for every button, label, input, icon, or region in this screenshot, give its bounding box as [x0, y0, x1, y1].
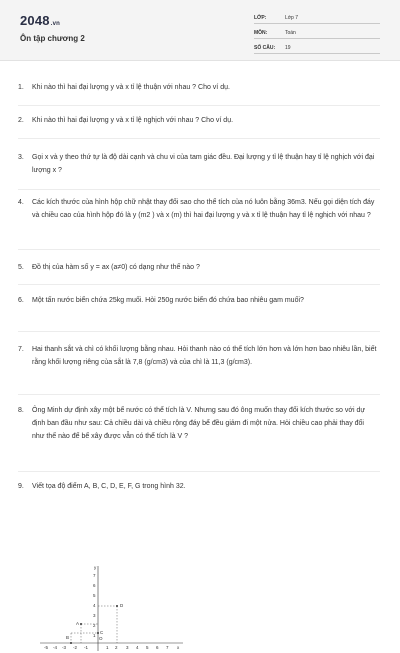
- y-tick-label: 1: [93, 633, 96, 638]
- x-tick-label: 1: [106, 645, 109, 650]
- question-item: [18, 261, 378, 274]
- question-text: Viết tọa độ điểm A, B, C, D, E, F, G trong hình 32.: [32, 483, 186, 490]
- point-label: C: [100, 630, 104, 635]
- question-number: 5.: [18, 264, 24, 271]
- question-item: [18, 151, 378, 177]
- meta-key: SỐ CÂU:: [254, 45, 276, 51]
- meta-row-count: [254, 43, 380, 54]
- logo-suffix: .vn: [50, 21, 61, 27]
- divider: [18, 249, 380, 250]
- question-text: Khi nào thì hai đại lượng y và x tỉ lệ nghịch với nhau ? Cho ví dụ.: [32, 117, 234, 124]
- divider: [18, 331, 380, 332]
- x-tick-label: -4: [53, 645, 58, 650]
- y-tick-label: 4: [93, 603, 96, 608]
- divider: [18, 471, 380, 472]
- question-text: Hai thanh sắt và chì có khối lượng bằng nhau. Hỏi thanh nào có thể tích lớn hơn và lớn hơn bao nhiêu lần, biết rằng khối lượng riêng của sắt là 7,8 (g/cm3) và của chì là 11,3 (g/cm3).: [32, 346, 377, 366]
- divider: [18, 138, 380, 139]
- question-number: 2.: [18, 117, 24, 124]
- question-number: 9.: [18, 483, 24, 490]
- question-item: [18, 404, 378, 443]
- coordinate-figure: [35, 563, 185, 653]
- meta-value: 19: [285, 45, 291, 51]
- meta-row-subject: [254, 28, 380, 39]
- question-text: Các kích thước của hình hộp chữ nhật thay đổi sao cho thể tích của nó luôn bằng 36m3. Nếu gọi diện tích đáy và chiều cao của hình hộp đó là y (m2 ) và x (m) thì hai đại lượng y và x tỉ lệ thuận hay tỉ lệ nghịch với nhau ?: [32, 199, 375, 219]
- x-tick-label: 6: [156, 645, 159, 650]
- x-tick-label: -3: [62, 645, 67, 650]
- question-item: [18, 294, 378, 307]
- site-logo[interactable]: [20, 13, 60, 28]
- y-tick-label: 2: [93, 623, 96, 628]
- point-c: [97, 632, 99, 634]
- question-item: [18, 196, 378, 222]
- y-tick-label: 7: [93, 573, 96, 578]
- divider: [18, 394, 380, 395]
- question-text: Khi nào thì hai đại lượng y và x tỉ lệ thuận với nhau ? Cho ví dụ.: [32, 84, 230, 91]
- question-item: [18, 343, 378, 369]
- question-item: [18, 480, 378, 493]
- question-number: 6.: [18, 297, 24, 304]
- x-tick-label: 5: [146, 645, 149, 650]
- meta-row-class: [254, 13, 380, 24]
- y-tick-label: 3: [93, 613, 96, 618]
- x-tick-label: -1: [84, 645, 89, 650]
- divider: [18, 284, 380, 285]
- question-item: [18, 81, 378, 94]
- origin-label: O: [99, 636, 103, 641]
- x-tick-label: 2: [115, 645, 118, 650]
- meta-key: MÔN:: [254, 30, 268, 36]
- point-label: D: [120, 603, 124, 608]
- question-item: [18, 114, 378, 127]
- y-tick-label: 6: [93, 583, 96, 588]
- x-tick-label: x: [177, 645, 180, 650]
- logo-text: 2048: [20, 13, 50, 28]
- question-text: Một tấn nước biển chứa 25kg muối. Hỏi 250g nước biển đó chứa bao nhiêu gam muối?: [32, 297, 304, 304]
- question-number: 4.: [18, 199, 24, 206]
- question-text: Đồ thị của hàm số y = ax (a≠0) có dạng như thế nào ?: [32, 264, 200, 271]
- question-number: 1.: [18, 84, 24, 91]
- x-tick-label: 7: [166, 645, 169, 650]
- y-axis-label: y: [94, 565, 97, 570]
- x-tick-label: -5: [44, 645, 49, 650]
- divider: [18, 189, 380, 190]
- x-tick-label: 4: [136, 645, 139, 650]
- document-title: Ôn tập chương 2: [20, 34, 85, 43]
- x-tick-label: 3: [126, 645, 129, 650]
- question-text: Ông Minh dự định xây một bể nước có thể tích là V. Nhưng sau đó ông muốn thay đổi kích thước so với dự định ban đầu như sau: Cả chiều dài và chiều rộng đáy bể đều giảm đi một nửa. Hỏi chiều cao phải thay đổi như thế nào để bể xây được vẫn có thể tích là V ?: [32, 407, 366, 440]
- meta-value: Toán: [285, 30, 296, 36]
- x-tick-label: -2: [73, 645, 78, 650]
- point-label: A: [76, 621, 80, 626]
- point-a: [80, 623, 82, 625]
- question-number: 8.: [18, 407, 24, 414]
- meta-value: Lớp 7: [285, 15, 299, 21]
- y-tick-label: 5: [93, 593, 96, 598]
- point-b: [70, 642, 72, 644]
- point-d: [116, 605, 118, 607]
- meta-key: LỚP:: [254, 15, 267, 21]
- document-header: [0, 0, 400, 61]
- point-label: B: [66, 635, 70, 640]
- divider: [18, 105, 380, 106]
- question-number: 3.: [18, 154, 24, 161]
- question-number: 7.: [18, 346, 24, 353]
- question-text: Gọi x và y theo thứ tự là độ dài cạnh và chu vi của tam giác đều. Đại lượng y tỉ lệ thuận hay tỉ lệ nghịch với đại lượng x ?: [32, 154, 375, 174]
